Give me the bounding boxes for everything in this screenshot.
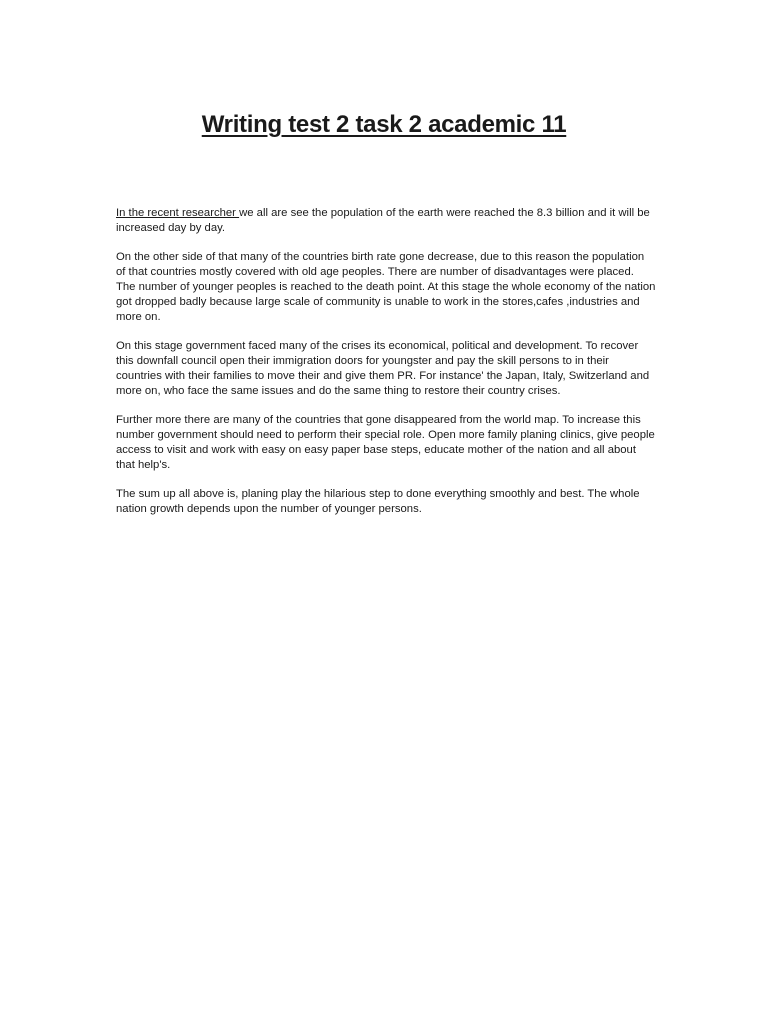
document-body: [116, 206, 656, 532]
document-title: Writing test 2 task 2 academic 11: [201, 111, 567, 138]
paragraph-1-text: we all are see the population of the earth were reached the 8.3 billion and it will be increased day by day.: [116, 207, 650, 234]
paragraph-1-underlined-lead: In the recent researcher: [116, 207, 240, 219]
paragraph-5: The sum up all above is, planing play the hilarious step to done everything smoothly and best. The whole nation growth depends upon the number of younger persons.: [116, 488, 640, 515]
paragraph-4: Further more there are many of the countries that gone disappeared from the world map. To increase this number government should need to perform their special role. Open more family planing clinics, give people access to visit and work with easy on easy paper base steps, educate mother of the nation and all about that help's.: [116, 414, 655, 471]
paragraph-1: [116, 206, 656, 236]
paragraph-2: On the other side of that many of the countries birth rate gone decrease, due to this reason the population of that countries mostly covered with old age peoples. There are number of disadvantages were placed. The number of younger peoples is reached to the death point. At this stage the whole economy of the nation got dropped badly because large scale of community is unable to work in the stores,cafes ,industries and more on.: [116, 251, 656, 323]
paragraph-3: On this stage government faced many of the crises its economical, political and development. To recover this downfall council open their immigration doors for youngster and pay the skill persons to in their countries with their families to move their and give them PR. For instance' the Japan, Italy, Switzerland and more on, who face the same issues and do the same thing to restore their country crises.: [116, 340, 650, 397]
